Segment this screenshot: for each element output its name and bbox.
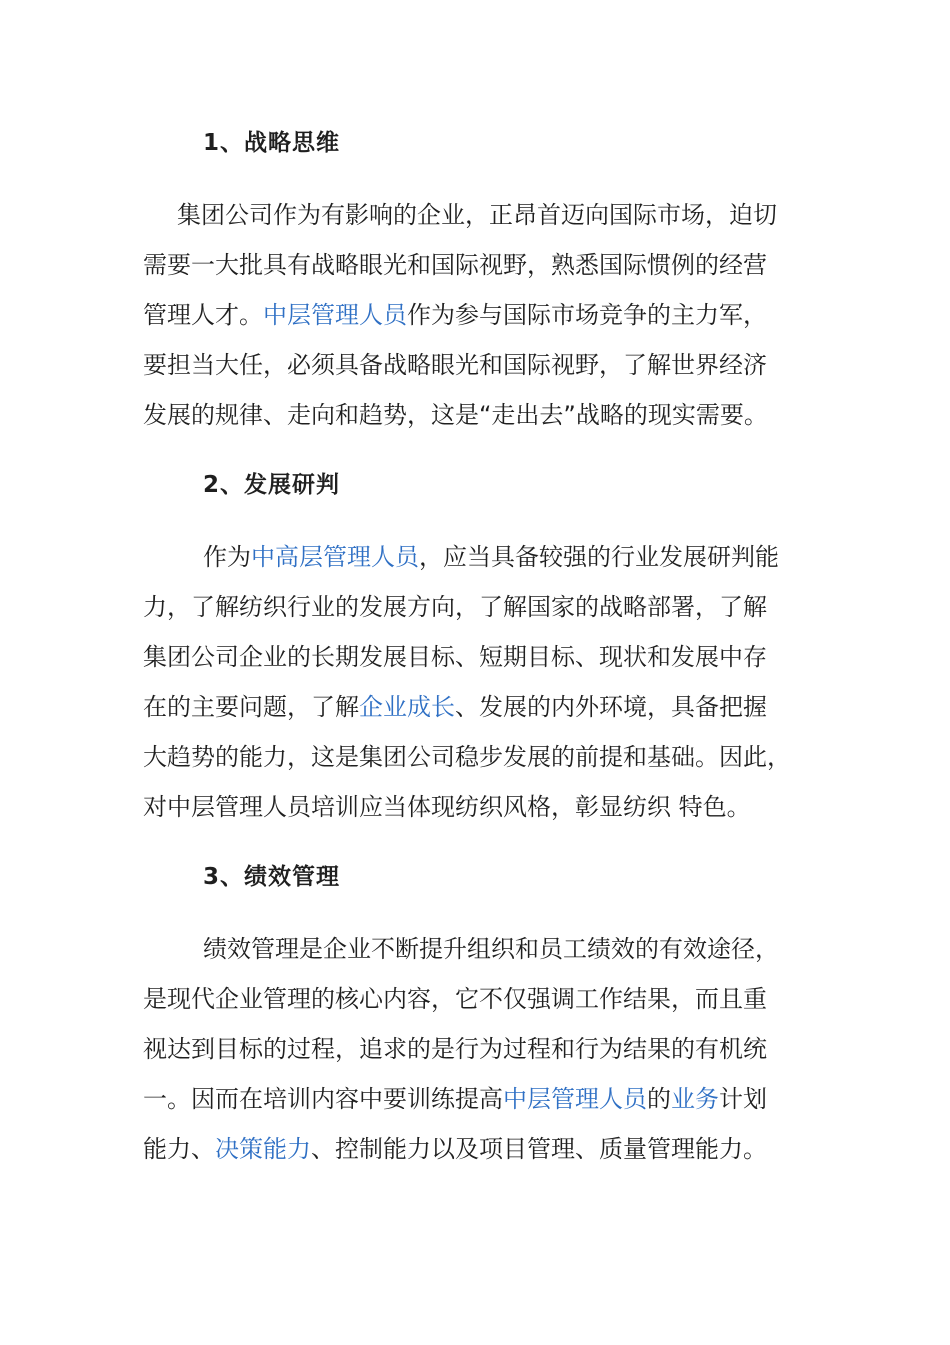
link-decision-ability[interactable]: 决策能力 xyxy=(215,1135,311,1163)
paragraph-line: 发展的规律、走向和趋势，这是“走出去”战略的现实需要。 xyxy=(143,401,768,429)
paragraph-line: 绩效管理是企业不断提升组织和员工绩效的有效途径， xyxy=(203,935,779,963)
paragraph-line: 对中层管理人员培训应当体现纺织风格，彰显纺织 特色。 xyxy=(143,793,751,821)
paragraph-1 xyxy=(143,190,808,440)
paragraph-line: 集团公司作为有影响的企业，正昂首迈向国际市场，迫切 xyxy=(177,201,777,229)
paragraph-line: 力，了解纺织行业的发展方向，了解国家的战略部署，了解 xyxy=(143,593,767,621)
text-run: 作为参与国际市场竞争的主力军， xyxy=(407,301,767,329)
text-run: 能力、 xyxy=(143,1135,215,1163)
section-heading-1: 1、战略思维 xyxy=(203,130,341,156)
text-run: 在的主要问题，了解 xyxy=(143,693,359,721)
paragraph-line: 是现代企业管理的核心内容，它不仅强调工作结果，而且重 xyxy=(143,985,767,1013)
text-run: 的 xyxy=(647,1085,671,1113)
text-run: 、控制能力以及项目管理、质量管理能力。 xyxy=(311,1135,767,1163)
text-run: 、发展的内外环境，具备把握 xyxy=(455,693,767,721)
text-run: 计划 xyxy=(719,1085,767,1113)
text-run: 作为 xyxy=(203,543,251,571)
paragraph-line xyxy=(143,682,808,732)
paragraph-line xyxy=(143,290,808,340)
section-heading-2: 2、发展研判 xyxy=(203,472,341,498)
text-run: 管理人才。 xyxy=(143,301,263,329)
text-run: ，应当具备较强的行业发展研判能 xyxy=(419,543,779,571)
link-middle-managers[interactable]: 中层管理人员 xyxy=(503,1085,647,1113)
paragraph-line: 集团公司企业的长期发展目标、短期目标、现状和发展中存 xyxy=(143,643,767,671)
link-middle-managers[interactable]: 中层管理人员 xyxy=(263,301,407,329)
link-senior-middle-managers[interactable]: 中高层管理人员 xyxy=(251,543,419,571)
section-heading-3: 3、绩效管理 xyxy=(203,864,341,890)
paragraph-line: 要担当大任，必须具备战略眼光和国际视野，了解世界经济 xyxy=(143,351,767,379)
paragraph-2 xyxy=(143,532,808,832)
text-run: 一。因而在培训内容中要训练提高 xyxy=(143,1085,503,1113)
paragraph-3 xyxy=(143,924,808,1174)
link-business[interactable]: 业务 xyxy=(671,1085,719,1113)
paragraph-line xyxy=(143,1124,808,1174)
paragraph-line xyxy=(143,1074,808,1124)
paragraph-line: 大趋势的能力，这是集团公司稳步发展的前提和基础。因此， xyxy=(143,743,791,771)
paragraph-line xyxy=(143,532,808,582)
link-enterprise-growth[interactable]: 企业成长 xyxy=(359,693,455,721)
paragraph-line: 需要一大批具有战略眼光和国际视野，熟悉国际惯例的经营 xyxy=(143,251,767,279)
paragraph-line: 视达到目标的过程，追求的是行为过程和行为结果的有机统 xyxy=(143,1035,767,1063)
